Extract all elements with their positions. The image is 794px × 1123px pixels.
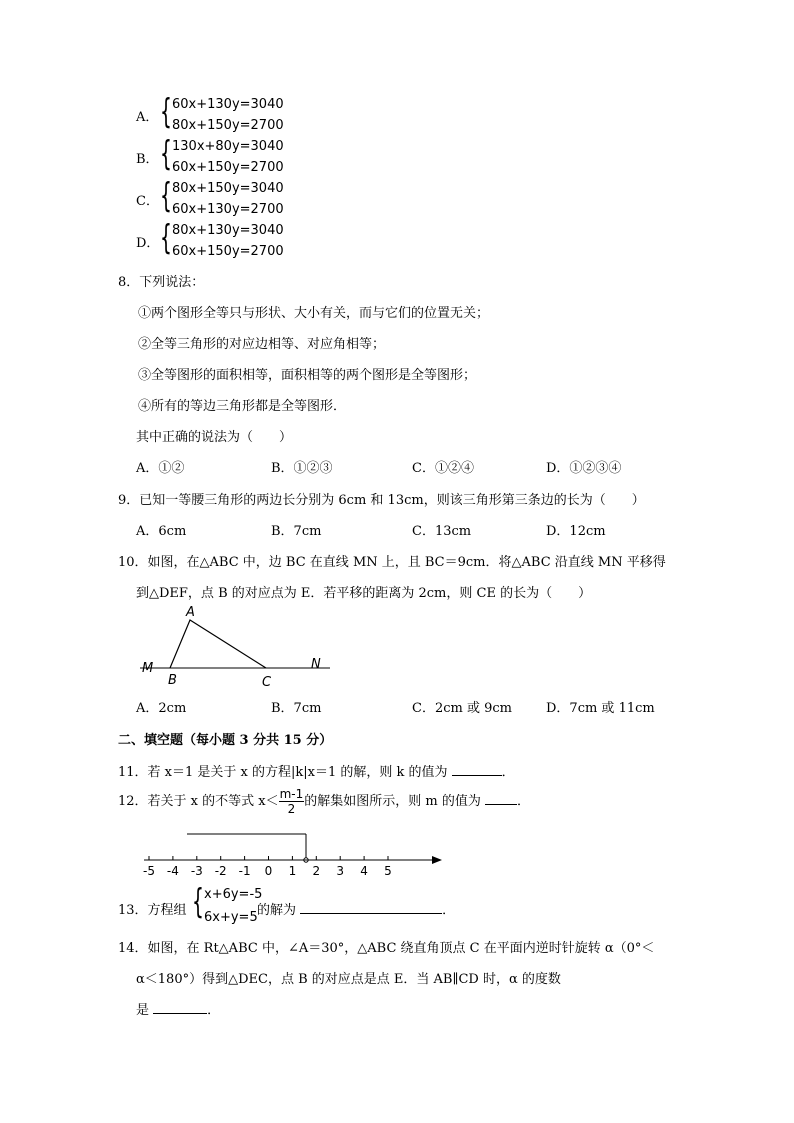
label-a: A bbox=[186, 605, 195, 620]
label-c: C bbox=[262, 675, 272, 690]
q8-ask: 其中正确的说法为（ ） bbox=[136, 430, 293, 445]
brace-icon: { bbox=[192, 882, 204, 922]
equation-line: 80x+150y=2700 bbox=[172, 118, 284, 133]
q13-end: ． bbox=[442, 903, 456, 918]
equation-line: 60x+130y=3040 bbox=[172, 97, 284, 112]
fraction-numerator: m-1 bbox=[279, 787, 304, 801]
tick-label: 4 bbox=[360, 864, 368, 878]
q11-end: ． bbox=[501, 765, 515, 780]
q12-number-line bbox=[140, 828, 450, 878]
equation-line: 60x+150y=2700 bbox=[172, 160, 284, 175]
tick-label: -1 bbox=[238, 864, 251, 878]
equation-line: 80x+130y=3040 bbox=[172, 223, 284, 238]
q13-text: 13．方程组 bbox=[118, 903, 187, 918]
q13-tail bbox=[257, 899, 455, 918]
label-n: N bbox=[311, 657, 321, 672]
q8-option-a: A．①② bbox=[136, 461, 185, 476]
brace-icon: { bbox=[160, 134, 172, 174]
q9-stem: 9．已知一等腰三角形的两边长分别为 6cm 和 13cm，则该三角形第三条边的长为（ ） bbox=[118, 493, 645, 508]
q10-stem-line1: 10．如图，在△ABC 中，边 BC 在直线 MN 上，且 BC＝9cm．将△ABC 沿直线 MN 平移得 bbox=[118, 555, 666, 570]
q13-text-mid: 的解为 bbox=[257, 903, 301, 918]
section-heading: 二、填空题（每小题 3 分共 15 分） bbox=[118, 733, 333, 748]
equation-line: x+6y=-5 bbox=[204, 887, 263, 902]
q12 bbox=[118, 787, 530, 817]
brace-icon: { bbox=[160, 176, 172, 216]
q14-line3 bbox=[136, 999, 220, 1018]
tick-label: -5 bbox=[143, 864, 155, 878]
q9-option-b: B．7cm bbox=[271, 524, 322, 539]
equation-line: 60x+150y=2700 bbox=[172, 244, 284, 259]
q14-line1: 14．如图，在 Rt△ABC 中，∠A＝30°，△ABC 绕直角顶点 C 在平面内逆时针旋转 α（0°＜ bbox=[118, 941, 655, 956]
answer-blank[interactable] bbox=[452, 763, 502, 776]
equation-line: 6x+y=5 bbox=[204, 910, 258, 925]
fraction bbox=[279, 787, 305, 816]
q7-option-label: D． bbox=[136, 236, 160, 251]
q10-stem-line2: 到△DEF，点 B 的对应点为 E．若平移的距离为 2cm，则 CE 的长为（ ） bbox=[136, 586, 592, 601]
q7-option-label: B． bbox=[136, 152, 159, 167]
q8-item: ①两个图形全等只与形状、大小有关，而与它们的位置无关； bbox=[138, 306, 490, 321]
q12-end: ． bbox=[517, 794, 531, 809]
q8-item: ②全等三角形的对应边相等、对应角相等； bbox=[138, 337, 386, 352]
q8-item: ③全等图形的面积相等，面积相等的两个图形是全等图形； bbox=[138, 368, 477, 383]
q10-option-b: B．7cm bbox=[271, 701, 322, 716]
brace-icon: { bbox=[160, 92, 172, 132]
q8-option-c: C．①②④ bbox=[412, 461, 474, 476]
q9-option-d: D．12cm bbox=[546, 524, 606, 539]
q14-end: ． bbox=[207, 1003, 221, 1018]
q7-option-label: A． bbox=[136, 110, 159, 125]
q8-item: ④所有的等边三角形都是全等图形． bbox=[138, 399, 347, 414]
tick-label: 0 bbox=[264, 864, 273, 878]
tick-label: -4 bbox=[166, 864, 179, 878]
q8-stem: 8．下列说法： bbox=[118, 275, 205, 290]
q7-option-label: C． bbox=[136, 194, 159, 209]
q10-option-c: C．2cm 或 9cm bbox=[412, 701, 512, 716]
label-m: M bbox=[142, 661, 154, 676]
tick-label: -3 bbox=[190, 864, 203, 878]
answer-blank[interactable] bbox=[300, 901, 442, 914]
axis-arrow-icon bbox=[432, 856, 442, 864]
q9-option-a: A．6cm bbox=[136, 524, 187, 539]
equation-line: 130x+80y=3040 bbox=[172, 139, 284, 154]
answer-blank[interactable] bbox=[485, 792, 517, 805]
q14-text: 是 bbox=[136, 1003, 154, 1018]
q11-text: 11．若 x＝1 是关于 x 的方程|k|x＝1 的解，则 k 的值为 bbox=[118, 765, 452, 780]
q8-option-d: D．①②③④ bbox=[546, 461, 622, 476]
q10-option-d: D．7cm 或 11cm bbox=[546, 701, 655, 716]
q8-option-b: B．①②③ bbox=[271, 461, 333, 476]
q12-text: 12．若关于 x 的不等式 x＜ bbox=[118, 794, 279, 809]
label-b: B bbox=[168, 673, 177, 688]
tick-label: 2 bbox=[312, 864, 321, 878]
tick-label: 1 bbox=[288, 864, 297, 878]
fraction-denominator: 2 bbox=[287, 802, 296, 816]
tick-label: -2 bbox=[214, 864, 227, 878]
tick-label: 3 bbox=[336, 864, 345, 878]
answer-blank[interactable] bbox=[153, 1001, 207, 1014]
q10-option-a: A．2cm bbox=[136, 701, 187, 716]
equation-line: 80x+150y=3040 bbox=[172, 181, 284, 196]
q10-triangle-figure bbox=[130, 602, 340, 692]
q9-option-c: C．13cm bbox=[412, 524, 472, 539]
tick-label: 5 bbox=[384, 864, 392, 878]
q11 bbox=[118, 761, 515, 780]
brace-icon: { bbox=[160, 218, 172, 258]
equation-line: 60x+130y=2700 bbox=[172, 202, 284, 217]
q14-line2: α＜180°）得到△DEC，点 B 的对应点是点 E．当 AB∥CD 时，α 的度数 bbox=[136, 972, 561, 987]
triangle-abc bbox=[170, 620, 266, 668]
q12-text-mid: 的解集如图所示，则 m 的值为 bbox=[304, 794, 485, 809]
